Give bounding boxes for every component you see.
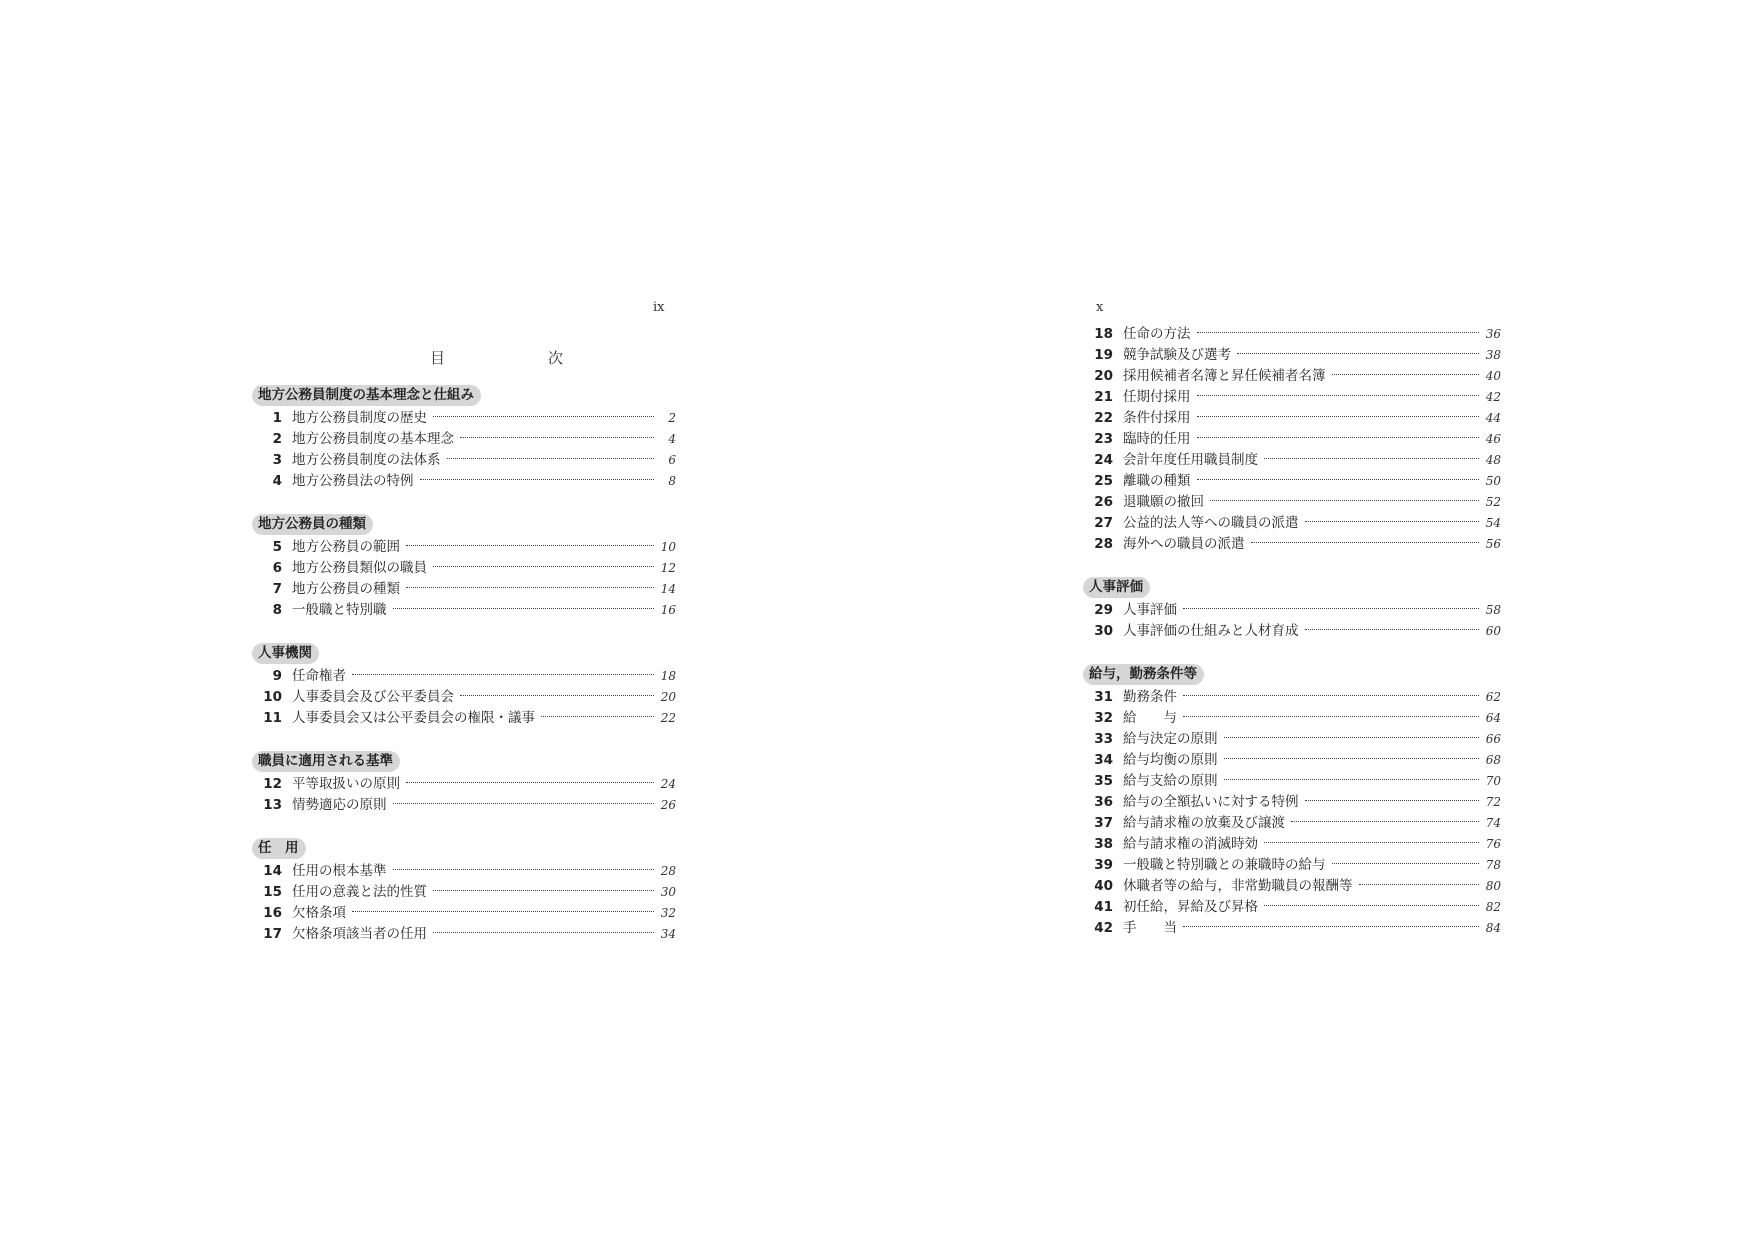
toc-entry[interactable]: [1089, 876, 1501, 897]
entry-page-number: 22: [660, 711, 676, 725]
toc-section: [258, 384, 676, 492]
entry-number: 34: [1094, 752, 1113, 768]
left-page: [0, 0, 877, 1240]
section-heading: 人事機関: [252, 643, 319, 664]
dot-leader: [460, 437, 654, 438]
toc-entry[interactable]: [1089, 366, 1501, 387]
entry-number: 27: [1094, 515, 1113, 531]
entry-title: 一般職と特別職: [292, 602, 387, 618]
entry-page-number: 2: [668, 411, 676, 425]
entry-page-number: 70: [1485, 774, 1501, 788]
entry-number: 20: [1094, 368, 1113, 384]
toc-entry[interactable]: [1089, 324, 1501, 345]
dot-leader: [1291, 821, 1479, 822]
dot-leader: [1264, 842, 1479, 843]
entry-number: 22: [1094, 410, 1113, 426]
toc-entry[interactable]: [1089, 813, 1501, 834]
entry-page-number: 6: [668, 453, 676, 467]
toc-entry[interactable]: [1089, 513, 1501, 534]
entry-title: 採用候補者名簿と昇任候補者名簿: [1123, 368, 1326, 384]
entry-number: 24: [1094, 452, 1113, 468]
entry-page-number: 36: [1485, 327, 1501, 341]
entry-page-number: 62: [1485, 690, 1501, 704]
entry-number: 15: [263, 884, 282, 900]
dot-leader: [1305, 629, 1480, 630]
dot-leader: [433, 416, 654, 417]
entry-title: 公益的法人等への職員の派遣: [1123, 515, 1299, 531]
entry-title: 欠格条項該当者の任用: [292, 926, 427, 942]
toc-column-left: [258, 384, 676, 966]
dot-leader: [352, 911, 654, 912]
entry-title: 地方公務員の種類: [292, 581, 400, 597]
toc-entry[interactable]: [1089, 600, 1501, 621]
entry-number: 12: [263, 776, 282, 792]
entry-title: 人事委員会及び公平委員会: [292, 689, 454, 705]
entry-title: 任期付採用: [1123, 389, 1191, 405]
toc-entry[interactable]: [258, 450, 676, 471]
toc-entry[interactable]: [258, 708, 676, 729]
entry-number: 23: [1094, 431, 1113, 447]
entry-page-number: 44: [1485, 411, 1501, 425]
entry-page-number: 40: [1485, 369, 1501, 383]
toc-entry[interactable]: [1089, 834, 1501, 855]
entry-title: 任用の意義と法的性質: [292, 884, 427, 900]
entry-title: 情勢適応の原則: [292, 797, 387, 813]
entry-number: 16: [263, 905, 282, 921]
entry-number: 36: [1094, 794, 1113, 810]
page-number-right: x: [1096, 300, 1104, 315]
section-heading: 給与，勤務条件等: [1083, 664, 1204, 685]
entry-number: 8: [272, 602, 282, 618]
entry-number: 41: [1094, 899, 1113, 915]
section-heading: 地方公務員制度の基本理念と仕組み: [252, 385, 481, 406]
toc-section: [258, 642, 676, 729]
entry-page-number: 50: [1485, 474, 1501, 488]
entry-title: 会計年度任用職員制度: [1123, 452, 1258, 468]
toc-entry[interactable]: [258, 666, 676, 687]
toc-entry[interactable]: [1089, 429, 1501, 450]
entry-title: 欠格条項: [292, 905, 346, 921]
entry-page-number: 46: [1485, 432, 1501, 446]
entry-number: 17: [263, 926, 282, 942]
dot-leader: [433, 890, 654, 891]
entry-page-number: 8: [668, 474, 676, 488]
entry-page-number: 74: [1485, 816, 1501, 830]
dot-leader: [1264, 458, 1479, 459]
entry-title: 給与決定の原則: [1123, 731, 1218, 747]
section-heading: 人事評価: [1083, 577, 1150, 598]
dot-leader: [1305, 800, 1480, 801]
entry-number: 10: [263, 689, 282, 705]
dot-leader: [1197, 416, 1480, 417]
dot-leader: [1332, 374, 1480, 375]
toc-section: [258, 513, 676, 621]
toc-entry[interactable]: [1089, 471, 1501, 492]
entry-page-number: 32: [660, 906, 676, 920]
entry-number: 7: [272, 581, 282, 597]
entry-title: 地方公務員制度の法体系: [292, 452, 441, 468]
entry-page-number: 34: [660, 927, 676, 941]
entry-number: 37: [1094, 815, 1113, 831]
entry-page-number: 82: [1485, 900, 1501, 914]
dot-leader: [1305, 521, 1480, 522]
dot-leader: [1183, 926, 1479, 927]
dot-leader: [1197, 479, 1480, 480]
entry-title: 離職の種類: [1123, 473, 1191, 489]
toc-section: [1089, 663, 1501, 939]
toc-section: [1089, 324, 1501, 555]
entry-number: 3: [272, 452, 282, 468]
dot-leader: [1183, 716, 1479, 717]
dot-leader: [1197, 395, 1480, 396]
entry-number: 21: [1094, 389, 1113, 405]
entry-page-number: 80: [1485, 879, 1501, 893]
dot-leader: [1197, 332, 1480, 333]
entry-number: 39: [1094, 857, 1113, 873]
entry-page-number: 26: [660, 798, 676, 812]
entry-number: 32: [1094, 710, 1113, 726]
entry-number: 19: [1094, 347, 1113, 363]
toc-entry[interactable]: [1089, 387, 1501, 408]
dot-leader: [406, 545, 654, 546]
page-number-left: ix: [653, 300, 665, 315]
dot-leader: [433, 566, 654, 567]
dot-leader: [433, 932, 654, 933]
dot-leader: [1332, 863, 1480, 864]
entry-number: 33: [1094, 731, 1113, 747]
toc-entry[interactable]: [258, 537, 676, 558]
dot-leader: [1210, 500, 1479, 501]
dot-leader: [1197, 437, 1480, 438]
toc-entry[interactable]: [258, 471, 676, 492]
dot-leader: [1224, 737, 1480, 738]
toc-entry[interactable]: [1089, 450, 1501, 471]
entry-number: 35: [1094, 773, 1113, 789]
dot-leader: [420, 479, 655, 480]
entry-page-number: 16: [660, 603, 676, 617]
entry-title: 任命権者: [292, 668, 346, 684]
toc-section: [258, 750, 676, 816]
toc-entry[interactable]: [1089, 408, 1501, 429]
entry-title: 任用の根本基準: [292, 863, 387, 879]
toc-entry[interactable]: [1089, 345, 1501, 366]
entry-title: 休職者等の給与，非常勤職員の報酬等: [1123, 878, 1353, 894]
dot-leader: [1359, 884, 1480, 885]
entry-page-number: 66: [1485, 732, 1501, 746]
dot-leader: [352, 674, 654, 675]
entry-page-number: 14: [660, 582, 676, 596]
toc-entry[interactable]: [1089, 687, 1501, 708]
entry-title: 競争試験及び選考: [1123, 347, 1231, 363]
entry-title: 地方公務員法の特例: [292, 473, 414, 489]
entry-title: 給与均衡の原則: [1123, 752, 1218, 768]
toc-entry[interactable]: [258, 882, 676, 903]
page-title: 目 次: [430, 349, 608, 367]
toc-column-right: [1089, 324, 1501, 960]
entry-number: 5: [272, 539, 282, 555]
toc-entry[interactable]: [258, 429, 676, 450]
toc-entry[interactable]: [1089, 534, 1501, 555]
entry-title: 平等取扱いの原則: [292, 776, 400, 792]
entry-page-number: 60: [1485, 624, 1501, 638]
entry-number: 26: [1094, 494, 1113, 510]
section-heading: 地方公務員の種類: [252, 514, 373, 535]
entry-number: 6: [272, 560, 282, 576]
entry-title: 手 当: [1123, 920, 1177, 936]
entry-title: 給与支給の原則: [1123, 773, 1218, 789]
entry-title: 勤務条件: [1123, 689, 1177, 705]
entry-number: 2: [272, 431, 282, 447]
entry-page-number: 68: [1485, 753, 1501, 767]
entry-number: 38: [1094, 836, 1113, 852]
entry-number: 14: [263, 863, 282, 879]
section-heading: 任 用: [252, 838, 306, 859]
entry-title: 海外への職員の派遣: [1123, 536, 1245, 552]
entry-number: 1: [272, 410, 282, 426]
entry-number: 40: [1094, 878, 1113, 894]
entry-title: 人事評価: [1123, 602, 1177, 618]
toc-section: [1089, 576, 1501, 642]
toc-entry[interactable]: [1089, 708, 1501, 729]
entry-title: 給 与: [1123, 710, 1177, 726]
entry-page-number: 56: [1485, 537, 1501, 551]
entry-number: 29: [1094, 602, 1113, 618]
dot-leader: [1264, 905, 1479, 906]
entry-title: 地方公務員制度の歴史: [292, 410, 427, 426]
entry-title: 地方公務員の範囲: [292, 539, 400, 555]
entry-title: 一般職と特別職との兼職時の給与: [1123, 857, 1326, 873]
toc-entry[interactable]: [1089, 855, 1501, 876]
entry-number: 42: [1094, 920, 1113, 936]
dot-leader: [447, 458, 655, 459]
dot-leader: [541, 716, 654, 717]
toc-entry[interactable]: [258, 600, 676, 621]
dot-leader: [1224, 758, 1480, 759]
toc-entry[interactable]: [258, 687, 676, 708]
entry-page-number: 54: [1485, 516, 1501, 530]
toc-entry[interactable]: [258, 558, 676, 579]
entry-page-number: 38: [1485, 348, 1501, 362]
entry-page-number: 12: [660, 561, 676, 575]
entry-page-number: 78: [1485, 858, 1501, 872]
entry-number: 28: [1094, 536, 1113, 552]
toc-entry[interactable]: [1089, 750, 1501, 771]
entry-page-number: 30: [660, 885, 676, 899]
entry-page-number: 72: [1485, 795, 1501, 809]
entry-title: 初任給，昇給及び昇格: [1123, 899, 1258, 915]
toc-entry[interactable]: [258, 861, 676, 882]
dot-leader: [393, 803, 655, 804]
entry-title: 地方公務員制度の基本理念: [292, 431, 454, 447]
dot-leader: [1183, 608, 1479, 609]
toc-entry[interactable]: [258, 579, 676, 600]
entry-page-number: 52: [1485, 495, 1501, 509]
entry-page-number: 10: [660, 540, 676, 554]
entry-title: 条件付採用: [1123, 410, 1191, 426]
entry-title: 給与請求権の消滅時効: [1123, 836, 1258, 852]
entry-page-number: 58: [1485, 603, 1501, 617]
toc-entry[interactable]: [1089, 621, 1501, 642]
entry-number: 13: [263, 797, 282, 813]
toc-entry[interactable]: [1089, 897, 1501, 918]
toc-entry[interactable]: [258, 774, 676, 795]
entry-page-number: 42: [1485, 390, 1501, 404]
entry-title: 人事委員会又は公平委員会の権限・議事: [292, 710, 535, 726]
entry-page-number: 24: [660, 777, 676, 791]
dot-leader: [406, 587, 654, 588]
toc-entry[interactable]: [258, 795, 676, 816]
toc-entry[interactable]: [1089, 918, 1501, 939]
entry-title: 給与請求権の放棄及び譲渡: [1123, 815, 1285, 831]
entry-title: 給与の全額払いに対する特例: [1123, 794, 1299, 810]
entry-number: 11: [263, 710, 282, 726]
dot-leader: [1251, 542, 1480, 543]
entry-title: 臨時的任用: [1123, 431, 1191, 447]
entry-title: 地方公務員類似の職員: [292, 560, 427, 576]
entry-title: 退職願の撤回: [1123, 494, 1204, 510]
entry-number: 18: [1094, 326, 1113, 342]
entry-page-number: 20: [660, 690, 676, 704]
toc-entry[interactable]: [1089, 792, 1501, 813]
entry-page-number: 48: [1485, 453, 1501, 467]
entry-number: 30: [1094, 623, 1113, 639]
dot-leader: [460, 695, 654, 696]
dot-leader: [393, 869, 655, 870]
toc-entry[interactable]: [1089, 729, 1501, 750]
toc-entry[interactable]: [258, 408, 676, 429]
entry-number: 31: [1094, 689, 1113, 705]
dot-leader: [1224, 779, 1480, 780]
entry-page-number: 76: [1485, 837, 1501, 851]
right-page: [877, 0, 1755, 1240]
toc-entry[interactable]: [1089, 771, 1501, 792]
entry-title: 任命の方法: [1123, 326, 1191, 342]
entry-page-number: 4: [668, 432, 676, 446]
dot-leader: [1237, 353, 1479, 354]
section-heading: 職員に適用される基準: [252, 751, 400, 772]
toc-entry[interactable]: [258, 903, 676, 924]
dot-leader: [406, 782, 654, 783]
entry-title: 人事評価の仕組みと人材育成: [1123, 623, 1299, 639]
entry-page-number: 64: [1485, 711, 1501, 725]
toc-entry[interactable]: [258, 924, 676, 945]
entry-number: 9: [272, 668, 282, 684]
dot-leader: [393, 608, 655, 609]
entry-number: 25: [1094, 473, 1113, 489]
entry-number: 4: [272, 473, 282, 489]
toc-section: [258, 837, 676, 945]
dot-leader: [1183, 695, 1479, 696]
entry-page-number: 18: [660, 669, 676, 683]
entry-page-number: 84: [1485, 921, 1501, 935]
entry-page-number: 28: [660, 864, 676, 878]
toc-entry[interactable]: [1089, 492, 1501, 513]
